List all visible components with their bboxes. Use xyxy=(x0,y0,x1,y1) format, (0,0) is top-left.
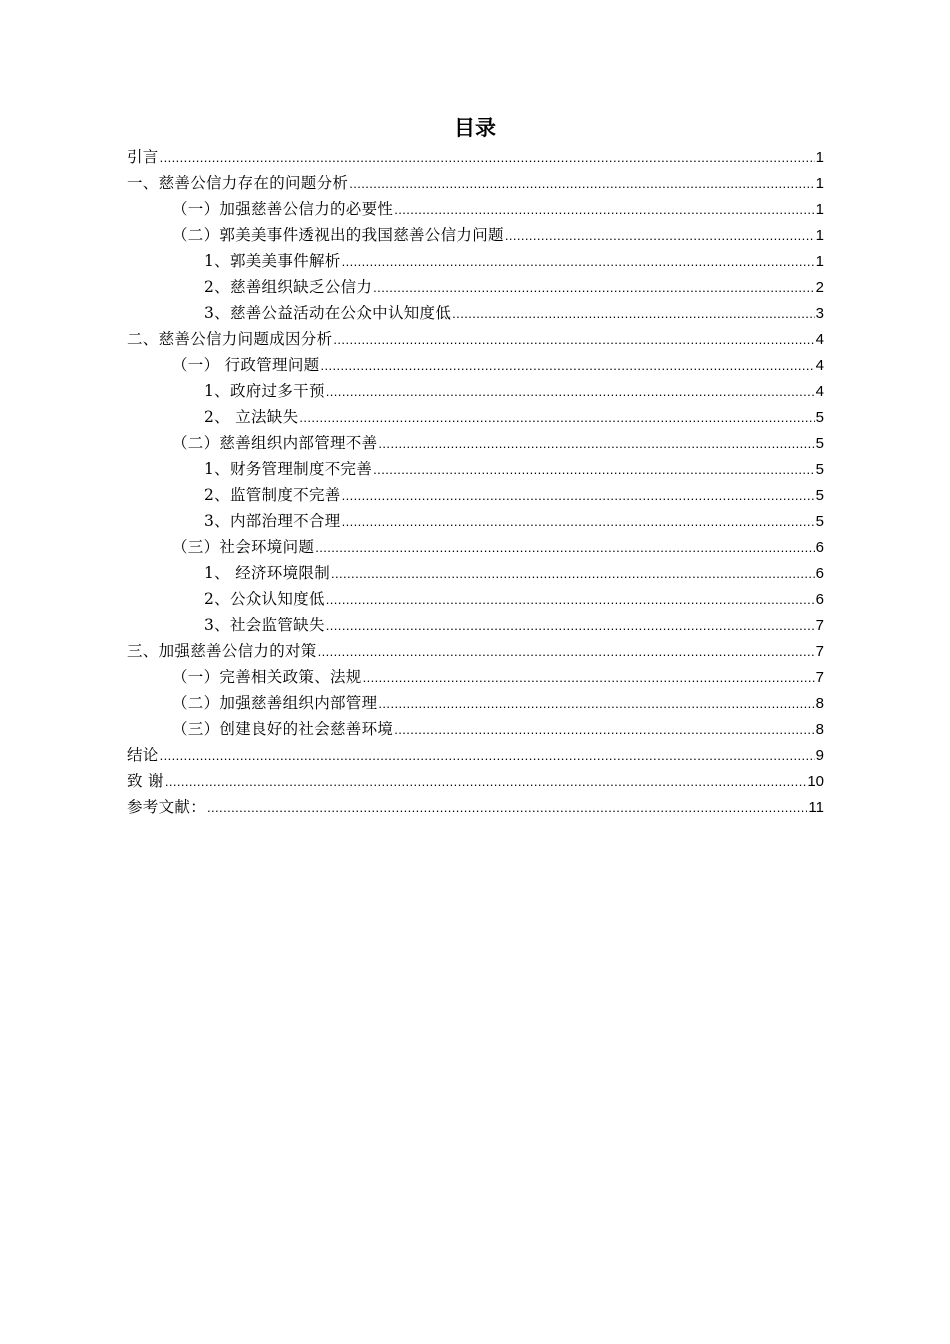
toc-entry[interactable] xyxy=(127,794,824,820)
toc-page-number: 10 xyxy=(807,773,824,790)
toc-page-number: 4 xyxy=(815,357,824,374)
toc-entry-text: 致 谢 xyxy=(127,772,164,790)
toc-entry-text: 1、财务管理制度不完善 xyxy=(204,460,373,478)
toc-page-number: 1 xyxy=(815,227,824,244)
toc-page-number: 1 xyxy=(815,175,824,192)
toc-entry[interactable] xyxy=(127,742,824,768)
toc-page-number: 6 xyxy=(815,539,824,556)
dot-leader xyxy=(165,769,806,795)
dot-leader xyxy=(452,301,814,327)
toc-entry[interactable] xyxy=(127,222,824,248)
toc-entry-text: 2、公众认知度低 xyxy=(204,590,325,608)
dot-leader xyxy=(378,431,814,457)
toc-page-number: 8 xyxy=(815,695,824,712)
toc-entry-text: 1、政府过多干预 xyxy=(204,382,325,400)
dot-leader xyxy=(326,379,815,405)
toc-page-number: 4 xyxy=(815,331,824,348)
toc-entry[interactable] xyxy=(127,300,824,326)
toc-entry-text: 1、 经济环境限制 xyxy=(204,564,330,582)
dot-leader xyxy=(326,613,815,639)
dot-leader xyxy=(342,509,815,535)
toc-entry-text: 3、内部治理不合理 xyxy=(204,512,341,530)
toc-page-number: 1 xyxy=(815,201,824,218)
toc-entry[interactable] xyxy=(127,352,824,378)
toc-page-number: 1 xyxy=(815,253,824,270)
toc-entry[interactable] xyxy=(127,456,824,482)
dot-leader xyxy=(342,249,815,275)
toc-page-number: 9 xyxy=(815,747,824,764)
toc-page-number: 5 xyxy=(815,487,824,504)
dot-leader xyxy=(378,691,814,717)
toc-page-number: 5 xyxy=(815,409,824,426)
toc-page-number: 2 xyxy=(815,279,824,296)
toc-entry[interactable] xyxy=(127,378,824,404)
toc-entry[interactable] xyxy=(127,144,824,170)
toc-entry[interactable] xyxy=(127,196,824,222)
dot-leader xyxy=(363,665,815,691)
toc-entry[interactable] xyxy=(127,508,824,534)
toc-page-number: 5 xyxy=(815,435,824,452)
dot-leader xyxy=(160,145,815,171)
toc-entry-text: 2、慈善组织缺乏公信力 xyxy=(204,278,373,296)
dot-leader xyxy=(505,223,815,249)
toc-entry[interactable] xyxy=(127,326,824,352)
toc-entry[interactable] xyxy=(127,482,824,508)
toc-entry[interactable] xyxy=(127,248,824,274)
toc-entry-text: （一）加强慈善公信力的必要性 xyxy=(172,200,394,218)
toc-entry-text: （三）创建良好的社会慈善环境 xyxy=(172,720,394,738)
toc-entry-text: 2、 立法缺失 xyxy=(204,408,299,426)
toc-entry[interactable] xyxy=(127,274,824,300)
dot-leader xyxy=(320,353,814,379)
dot-leader xyxy=(373,457,814,483)
toc-entry-text: （三）社会环境问题 xyxy=(172,538,315,556)
dot-leader xyxy=(349,171,814,197)
toc-entry[interactable] xyxy=(127,612,824,638)
toc-page-number: 8 xyxy=(815,721,824,738)
toc-entry[interactable] xyxy=(127,638,824,664)
toc-entry-text: （一）完善相关政策、法规 xyxy=(172,668,362,686)
dot-leader xyxy=(342,483,815,509)
toc-entry-text: （二）加强慈善组织内部管理 xyxy=(172,694,378,712)
toc-page-number: 11 xyxy=(808,799,824,816)
toc-entry-text: （二）郭美美事件透视出的我国慈善公信力问题 xyxy=(172,226,504,244)
dot-leader xyxy=(160,743,815,769)
toc-page-number: 1 xyxy=(815,149,824,166)
toc-page-number: 5 xyxy=(815,461,824,478)
toc-page-number: 5 xyxy=(815,513,824,530)
toc-entry-text: 三、加强慈善公信力的对策 xyxy=(127,642,317,660)
toc-page-number: 7 xyxy=(815,617,824,634)
dot-leader xyxy=(394,717,814,743)
toc-page-number: 6 xyxy=(815,591,824,608)
toc-entry-text: （二）慈善组织内部管理不善 xyxy=(172,434,378,452)
dot-leader xyxy=(315,535,814,561)
toc-entry-text: （一） 行政管理问题 xyxy=(172,356,320,374)
toc-entry[interactable] xyxy=(127,768,824,794)
toc-list xyxy=(127,144,824,820)
toc-page-number: 7 xyxy=(815,643,824,660)
toc-entry-text: 一、慈善公信力存在的问题分析 xyxy=(127,174,349,192)
toc-entry[interactable] xyxy=(127,560,824,586)
dot-leader xyxy=(333,327,814,353)
toc-entry[interactable] xyxy=(127,170,824,196)
dot-leader xyxy=(299,405,814,431)
toc-entry-text: 3、社会监管缺失 xyxy=(204,616,325,634)
toc-entry[interactable] xyxy=(127,586,824,612)
toc-entry-text: 参考文献： xyxy=(127,798,207,816)
toc-entry-text: 3、慈善公益活动在公众中认知度低 xyxy=(204,304,452,322)
toc-entry[interactable] xyxy=(127,534,824,560)
dot-leader xyxy=(373,275,814,301)
dot-leader xyxy=(394,197,814,223)
dot-leader xyxy=(318,639,815,665)
toc-entry[interactable] xyxy=(127,690,824,716)
toc-entry-text: 1、郭美美事件解析 xyxy=(204,252,341,270)
dot-leader xyxy=(331,561,815,587)
dot-leader xyxy=(326,587,815,613)
toc-entry[interactable] xyxy=(127,664,824,690)
toc-page-number: 3 xyxy=(815,305,824,322)
toc-page-number: 4 xyxy=(815,383,824,400)
toc-page-number: 7 xyxy=(815,669,824,686)
toc-entry-text: 引言 xyxy=(127,148,159,166)
toc-entry-text: 二、慈善公信力问题成因分析 xyxy=(127,330,333,348)
toc-title: 目录 xyxy=(454,116,496,140)
toc-entry[interactable] xyxy=(127,430,824,456)
dot-leader xyxy=(207,795,807,821)
toc-entry[interactable] xyxy=(127,404,824,430)
toc-entry-text: 2、监管制度不完善 xyxy=(204,486,341,504)
toc-entry-text: 结论 xyxy=(127,746,159,764)
toc-page-number: 6 xyxy=(815,565,824,582)
toc-entry[interactable] xyxy=(127,716,824,742)
